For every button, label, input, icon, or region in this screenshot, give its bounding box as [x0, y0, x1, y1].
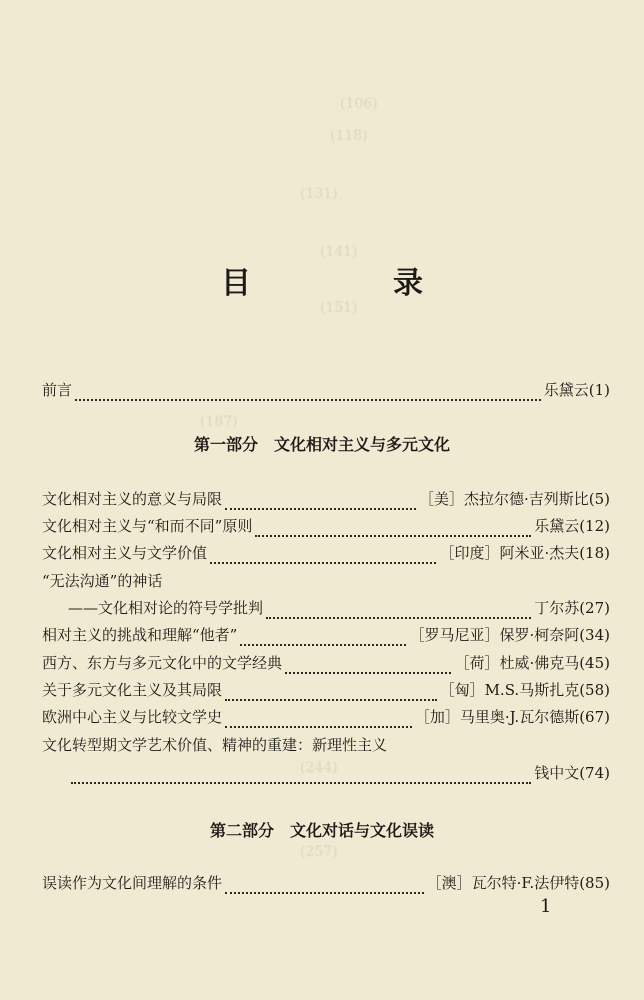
entry-title: 关于多元文化主义及其局限: [42, 681, 223, 699]
toc-entry: [42, 704, 610, 730]
dot-leader: [225, 494, 416, 510]
toc-entry: [42, 486, 610, 512]
toc-entry: [42, 870, 610, 896]
dot-leader: [210, 548, 436, 564]
entry-author-page: 丁尔苏(27): [534, 599, 610, 617]
entry-author-page: ［荷］杜威·佛克马(45): [454, 654, 610, 672]
entry-title: ——文化相对论的符号学批判: [68, 599, 264, 617]
entry-author-page: ［加］马里奥·J.瓦尔德斯(67): [414, 708, 610, 726]
dot-leader: [240, 630, 406, 646]
dot-leader: [225, 685, 437, 701]
dot-leader: [225, 878, 424, 894]
entry-title: 西方、东方与多元文化中的文学经典: [42, 654, 283, 672]
dot-leader: [266, 603, 531, 619]
dot-leader: [75, 385, 541, 401]
toc-entry: [42, 568, 610, 594]
entry-author-page: ［美］杰拉尔德·吉列斯比(5): [418, 490, 610, 508]
dot-leader: [285, 658, 451, 674]
toc-entry: [42, 622, 610, 648]
page-title: 目 录: [221, 266, 479, 301]
page-number: 1: [540, 896, 552, 917]
toc-entry-continuation: [68, 760, 610, 786]
entry-author-page: ［印度］阿米亚·杰夫(18): [439, 544, 610, 562]
entry-title: 误读作为文化间理解的条件: [42, 874, 223, 892]
entry-author-page: ［澳］瓦尔特·F.法伊特(85): [426, 874, 610, 892]
toc-entry: [42, 732, 610, 758]
entry-author-page: 乐黛云(1): [543, 381, 610, 399]
entry-title: 文化相对主义与文学价值: [42, 544, 208, 562]
entry-title: 前言: [42, 381, 73, 399]
part-heading-2: 第二部分 文化对话与文化误读: [209, 821, 434, 840]
entry-title: 文化相对主义与“和而不同”原则: [42, 517, 253, 535]
dot-leader: [225, 712, 412, 728]
bleed-through-texture: (106) (118) (131) (141) (151) (187) (244) (257): [200, 96, 378, 860]
dot-leader: [255, 521, 531, 537]
toc-entry: [42, 540, 610, 566]
toc-entry: [42, 650, 610, 676]
toc-entry-preface: [42, 377, 610, 403]
entry-title: 相对主义的挑战和理解“他者”: [42, 626, 238, 644]
entry-title: “无法沟通”的神话: [42, 572, 163, 590]
entry-title: 欧洲中心主义与比较文学史: [42, 708, 223, 726]
entry-author-page: ［罗马尼亚］保罗·柯奈阿(34): [409, 626, 610, 644]
part-heading-1: 第一部分 文化相对主义与多元文化: [193, 435, 450, 454]
entry-author-page: 钱中文(74): [534, 764, 610, 782]
entry-title: 文化转型期文学艺术价值、精神的重建：新理性主义: [42, 736, 388, 754]
toc-entry-subtitle: [68, 595, 610, 621]
toc-entry: [42, 513, 610, 539]
dot-leader: [71, 768, 531, 784]
entry-author-page: ［匈］M.S.马斯扎克(58): [439, 681, 610, 699]
entry-author-page: 乐黛云(12): [534, 517, 610, 535]
toc-entry: [42, 677, 610, 703]
entry-title: 文化相对主义的意义与局限: [42, 490, 223, 508]
